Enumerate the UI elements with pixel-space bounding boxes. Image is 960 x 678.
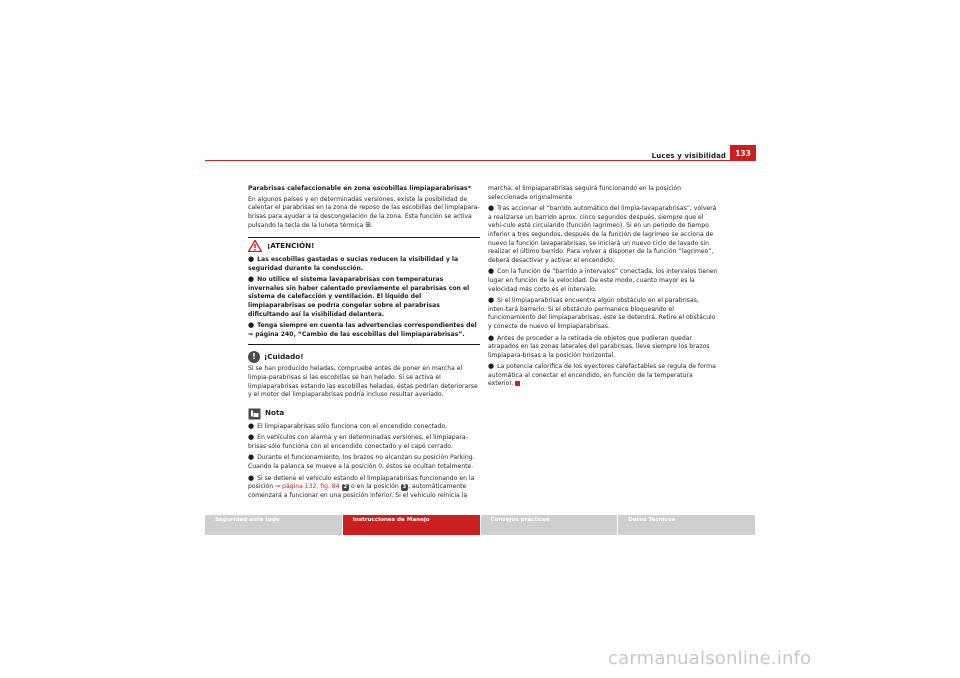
right-item-text: Con la función de “barrido a intervalos” conectada, los intervalos tienen lugar en función de la velocidad. De este modo, cuanto mayor es la velocidad más corto es el intervalo.: [488, 268, 718, 293]
bullet-icon: ●: [248, 321, 255, 330]
note-item-text: En vehículos con alarma y en determinadas versiones, el limpiapara-brisas sólo funciona con el encendido conectado y el capó cerrado.: [248, 434, 468, 450]
note-header: [248, 408, 480, 420]
note-hand-icon: [248, 408, 261, 420]
intro-paragraph: En algunos países y en determinadas versiones, existe la posibilidad de calentar el parabrisas en la zona de reposo de las escobillas del limpiapara-brisas para ayudar a la descongelación de la zona. Esta función se activa pulsando la tecla de la luneta térmica ⊞.: [248, 195, 480, 230]
note-item-text: o en la posición: [351, 483, 399, 491]
right-item: [488, 204, 718, 265]
right-item-text: Tras accionar el “barrido automático del limpia-lavaparabrisas”, volverá a realizarse un barrido aprox. cinco segundos después, siempre que el vehí-culo esté circulando (función lagrimeo). Si en un periodo de tiempo inferior a tres segundos, después de la función de lagrimeo se acciona de nuevo la función lavaparabrisas, se iniciará un nuevo ciclo de lavado sin realizar el último barrido. Para volver a disponer de la función “lagrimeo”, deberá desactivar y activar el encendido.: [488, 205, 717, 264]
watermark: carmanualsonline.info: [608, 648, 812, 669]
note-item: [248, 422, 480, 432]
bullet-icon: ●: [248, 433, 255, 442]
note-item: [248, 453, 480, 471]
warning-box: [248, 255, 480, 345]
bullet-icon: ●: [488, 204, 495, 213]
bullet-icon: ●: [248, 275, 255, 284]
note-item-text: Durante el funcionamiento, los brazos no alcanzan su posición Parking. Cuando la palanca se mueve a la posición 0, éstos se ocultan totalmente.: [248, 454, 475, 471]
tab-datos[interactable]: Datos Técnicos: [618, 515, 756, 535]
right-item: [488, 334, 718, 361]
continued-text: marcha, el limpiaparabrisas seguirá funcionando en la posición seleccionada originalmente: [488, 185, 681, 201]
left-column: [248, 185, 480, 502]
section-title: Luces y visibilidad: [651, 152, 726, 160]
bullet-icon: ●: [488, 362, 495, 371]
rear-window-heater-icon: ⊞: [365, 221, 372, 230]
note-item-text: El limpiaparabrisas sólo funciona con el encendido conectado.: [257, 422, 448, 430]
warning-item-text: No utilice el sistema lavaparabrisas con temperaturas invernales sin haber calentado previamente el parabrisas con el sistema de calefacción y ventilación. El líquido del limpiaparabrisas se podría congelar sobre el parabrisas dificultando así la visibilidad delantera.: [248, 276, 470, 318]
warning-item-text: Tenga siempre en cuenta las advertencias correspondientes del: [257, 322, 477, 330]
note-item: [248, 474, 480, 501]
page-number: 133: [730, 145, 756, 161]
warning-item: [248, 321, 480, 339]
warning-header: [248, 237, 480, 252]
caution-text: Si se han producido heladas, compruebe antes de poner en marcha el limpia-parabrisas si las escobillas se han helado. Si se activa el limpiaparabrisas estando las escobillas heladas, éstas podrían deteriorarse y el motor del limpiaparabrisas podría incluso resultar averiado.: [248, 365, 478, 399]
bullet-icon: ●: [248, 254, 255, 263]
bullet-icon: ●: [488, 333, 495, 342]
end-of-section-icon: [515, 381, 520, 386]
bullet-icon: ●: [248, 453, 255, 462]
section-heading: Parabrisas calefaccionable en zona escobillas limpiaparabrisas*: [248, 185, 471, 192]
position-badge-3: 3: [402, 484, 407, 491]
page-header: [205, 145, 756, 161]
caution-header: [248, 351, 480, 363]
tab-instrucciones[interactable]: Instrucciones de Manejo: [343, 515, 481, 535]
intro-text: En algunos países y en determinadas versiones, existe la posibilidad de calentar el parabrisas en la zona de reposo de las escobillas del limpiapara-brisas para ayudar a la descongelación de la zona. Esta función se activa pulsando la tecla de la luneta térmica: [248, 195, 480, 230]
right-item: [488, 296, 718, 331]
note-item-text: , automáticamente comenzará a funcionar en una posición inferior. Si el vehículo reinicia la: [248, 483, 468, 499]
right-item-text: La potencia calorífica de los eyectores calefactables se regula de forma automática al conectar el encendido, en función de la temperatura exterior.: [488, 363, 716, 388]
caution-title: ¡Cuidado!: [264, 352, 304, 362]
bullet-icon: ●: [488, 296, 495, 305]
bullet-icon: ●: [248, 473, 255, 482]
warning-item: [248, 255, 480, 273]
warning-triangle-icon: [248, 240, 262, 252]
note-item: [248, 433, 480, 451]
page-reference-link[interactable]: ⇒ página 132, fig. 84: [275, 483, 340, 491]
tab-consejos[interactable]: Consejos prácticos: [481, 515, 619, 535]
header-rule: [205, 160, 730, 161]
note-item-text: Si se detiene el vehículo estando el limpiaparabrisas funcionando en la posición: [248, 474, 475, 491]
right-item-text: Antes de proceder a la retirada de objetos que pudieran quedar atrapados en las zonas laterales del parabrisas, lleve siempre los brazos limpiapara-brisas a la posición horizontal.: [488, 334, 710, 359]
right-item: [488, 267, 718, 294]
right-item: [488, 362, 718, 389]
warning-reference: ⇒ página 240, “Cambio de las escobillas del limpiaparabrisas”.: [248, 330, 465, 338]
position-badge-2: 2: [343, 484, 348, 491]
exclamation-circle-icon: !: [248, 351, 260, 363]
bullet-icon: ●: [248, 421, 255, 430]
warning-item-text: Las escobillas gastadas o sucias reducen la visibilidad y la seguridad durante la conducción.: [248, 255, 459, 272]
bullet-icon: ●: [488, 267, 495, 276]
tab-seguridad[interactable]: Seguridad ante todo: [205, 515, 343, 535]
right-item-text: Si el limpiaparabrisas encuentra algún obstáculo en el parabrisas, inten-tará barrerlo. Si el obstáculo permanece bloqueando el funcionamiento del limpiaparabrisas, éste se detendrá. Retire el obstáculo y conecte de nuevo el limpiaparabrisas.: [488, 297, 716, 330]
footer-tabs: [205, 515, 756, 535]
right-column: [488, 185, 718, 391]
warning-title: ¡ATENCIÓN!: [267, 240, 315, 250]
warning-item: [248, 275, 480, 319]
note-title: Nota: [265, 408, 285, 418]
